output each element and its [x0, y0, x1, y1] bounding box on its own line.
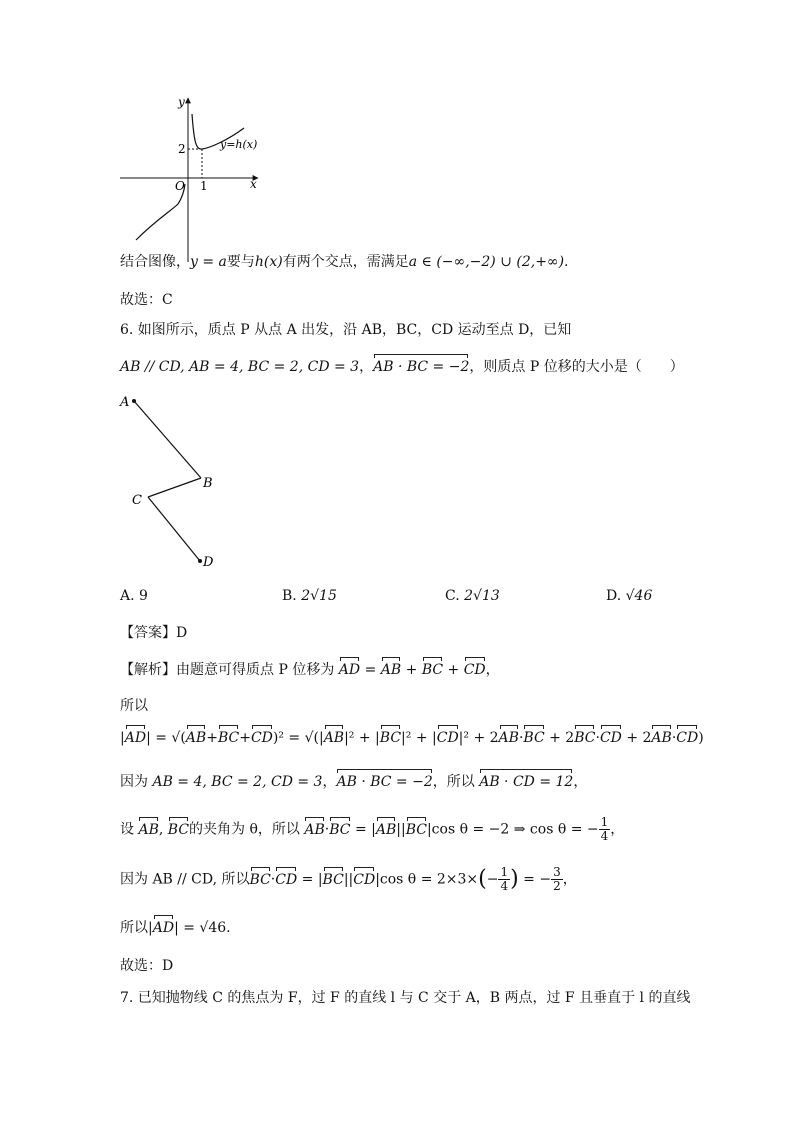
angle-line: 设 AB, BC的夹角为 θ，所以 AB·BC = |AB||BC|cos θ = −2 ⇒ cos θ = − $\frac{1}{4}$ ， — [120, 815, 625, 843]
option-a: A. 9 — [120, 588, 148, 604]
bc-cd-line: 因为 AB // CD, 所以BC·CD = |BC||CD|cos θ = 2×3×(− $\frac{1}{4}$ ) = − $\frac{3}{2}$ ， — [120, 865, 577, 893]
y-tick-label: 2 — [178, 142, 186, 156]
because-line: 因为 AB = 4, BC = 2, CD = 3，AB · BC = −2，所以 AB · CD = 12， — [120, 774, 588, 790]
question-6-line2: AB // CD, AB = 4, BC = 2, CD = 3，AB · BC = −2，则质点 P 位移的大小是（ ） — [120, 359, 684, 375]
point-D: D — [203, 555, 214, 570]
curve-label: y=h(x) — [220, 138, 258, 151]
solution-so: 所以 — [120, 698, 148, 714]
final-line: 所以|AD| = √46. — [120, 920, 231, 936]
option-d: D. √46 — [606, 588, 653, 604]
x-tick-label: 1 — [200, 179, 208, 193]
function-graph — [118, 92, 268, 267]
point-B: B — [203, 476, 213, 491]
magnitude-expansion: |AD| = √(AB+BC+CD)² = √(|AB|² + |BC|² + |CD|² + 2AB·BC + 2BC·CD + 2AB·CD) — [120, 730, 704, 746]
option-c: C. 2√13 — [445, 588, 500, 604]
question-7: 7. 已知抛物线 C 的焦点为 F，过 F 的直线 l 与 C 交于 A，B 两点，过 F 且垂直于 l 的直线 — [120, 990, 691, 1006]
option-b: B. 2√15 — [282, 588, 337, 604]
x-label: x — [250, 177, 257, 191]
path-figure — [118, 390, 228, 575]
y-label: y — [178, 95, 185, 109]
answer-label: 【答案】D — [120, 625, 188, 641]
answer-5: 故选：C — [120, 292, 173, 308]
solution-5-conclusion: 结合图像，y = a要与h(x)有两个交点，需满足a ∈ (−∞,−2) ∪ (2,+∞). — [120, 254, 569, 270]
solution-intro: 【解析】由题意可得质点 P 位移为 AD = AB + BC + CD， — [120, 662, 500, 678]
point-A: A — [120, 395, 130, 410]
point-C: C — [132, 493, 142, 508]
answer-6: 故选：D — [120, 958, 174, 974]
question-6-line1: 6. 如图所示，质点 P 从点 A 出发，沿 AB，BC，CD 运动至点 D，已知 — [120, 322, 572, 338]
origin-label: O — [175, 179, 185, 193]
